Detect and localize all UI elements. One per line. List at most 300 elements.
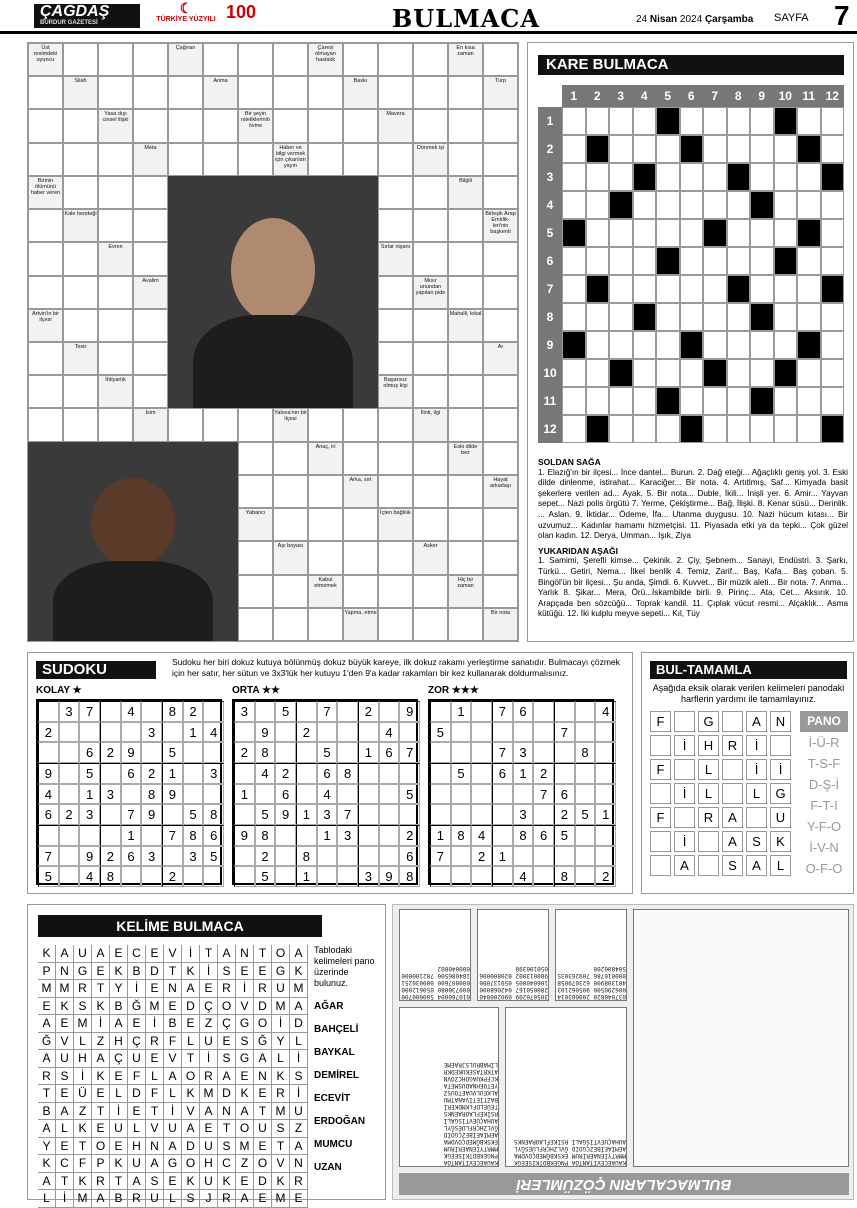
crossword-cell[interactable] — [133, 76, 168, 109]
sudoku-cell[interactable] — [430, 763, 451, 784]
word-search-letter[interactable]: O — [182, 1068, 200, 1085]
word-search-letter[interactable]: G — [164, 1155, 182, 1172]
word-search-letter[interactable]: E — [110, 1068, 128, 1085]
word-search-letter[interactable]: A — [164, 1068, 182, 1085]
word-search-letter[interactable]: İ — [290, 1050, 308, 1067]
bul-cell[interactable] — [674, 807, 695, 828]
word-search-letter[interactable]: Z — [92, 1033, 110, 1050]
sudoku-cell[interactable] — [492, 866, 513, 887]
word-search-letter[interactable]: U — [56, 1050, 74, 1067]
crossword-cell[interactable] — [483, 242, 518, 275]
sudoku-cell[interactable] — [203, 784, 224, 805]
word-search-letter[interactable]: K — [56, 998, 74, 1015]
word-search-letter[interactable]: L — [110, 1085, 128, 1102]
crossword-cell[interactable] — [378, 342, 413, 375]
crossword-cell[interactable] — [28, 143, 63, 176]
crossword-cell[interactable] — [378, 76, 413, 109]
sudoku-cell[interactable] — [296, 763, 317, 784]
crossword-cell[interactable] — [448, 76, 483, 109]
sudoku-cell[interactable] — [451, 804, 472, 825]
word-search-letter[interactable]: D — [290, 1015, 308, 1032]
word-search-letter[interactable]: S — [290, 1068, 308, 1085]
crossword-cell[interactable] — [63, 176, 98, 209]
crossword-cell[interactable] — [28, 76, 63, 109]
crossword-cell[interactable] — [238, 76, 273, 109]
word-search-letter[interactable]: N — [164, 980, 182, 997]
word-search-letter[interactable]: Y — [38, 1138, 56, 1155]
word-search-letter[interactable]: L — [290, 1033, 308, 1050]
sudoku-cell[interactable] — [492, 722, 513, 743]
word-search-letter[interactable]: E — [92, 1120, 110, 1137]
crossword-cell[interactable] — [238, 475, 273, 508]
crossword-cell[interactable] — [378, 209, 413, 242]
word-search-letter[interactable]: İ — [200, 963, 218, 980]
word-search-letter[interactable]: E — [218, 1033, 236, 1050]
word-search-letter[interactable]: O — [236, 1120, 254, 1137]
sudoku-cell[interactable] — [471, 742, 492, 763]
sudoku-cell[interactable] — [575, 701, 596, 722]
crossword-cell[interactable] — [133, 209, 168, 242]
word-search-letter[interactable]: L — [56, 1120, 74, 1137]
sudoku-cell[interactable] — [451, 784, 472, 805]
word-search-letter[interactable]: R — [218, 980, 236, 997]
sudoku-cell[interactable] — [337, 846, 358, 867]
word-search-letter[interactable]: E — [254, 963, 272, 980]
crossword-cell[interactable] — [98, 43, 133, 76]
word-search-letter[interactable]: Z — [200, 1015, 218, 1032]
word-search-letter[interactable]: A — [110, 1015, 128, 1032]
word-search-letter[interactable]: D — [182, 998, 200, 1015]
word-search-letter[interactable]: D — [254, 998, 272, 1015]
word-search-letter[interactable]: T — [92, 1103, 110, 1120]
word-search-letter[interactable]: U — [272, 980, 290, 997]
sudoku-cell[interactable] — [141, 742, 162, 763]
word-search-letter[interactable]: U — [110, 1120, 128, 1137]
word-search-letter[interactable]: A — [200, 1103, 218, 1120]
sudoku-cell[interactable] — [183, 866, 204, 887]
crossword-cell[interactable] — [273, 475, 308, 508]
sudoku-cell[interactable] — [59, 784, 80, 805]
sudoku-cell[interactable] — [533, 722, 554, 743]
word-search-letter[interactable]: Ğ — [128, 998, 146, 1015]
word-search-letter[interactable]: O — [254, 1155, 272, 1172]
crossword-cell[interactable] — [483, 276, 518, 309]
sudoku-cell[interactable] — [38, 742, 59, 763]
sudoku-cell[interactable] — [379, 701, 400, 722]
crossword-cell[interactable] — [308, 475, 343, 508]
crossword-cell[interactable] — [448, 143, 483, 176]
word-search-letter[interactable]: İ — [146, 1015, 164, 1032]
sudoku-cell[interactable] — [575, 846, 596, 867]
word-search-letter[interactable]: M — [272, 1103, 290, 1120]
crossword-cell[interactable] — [483, 375, 518, 408]
crossword-cell[interactable] — [378, 176, 413, 209]
word-search-letter[interactable]: E — [236, 963, 254, 980]
word-search-letter[interactable]: U — [254, 1120, 272, 1137]
word-search-letter[interactable]: V — [164, 1050, 182, 1067]
crossword-cell[interactable] — [448, 541, 483, 574]
sudoku-cell[interactable] — [121, 784, 142, 805]
crossword-cell[interactable] — [308, 143, 343, 176]
word-search-letter[interactable]: L — [272, 1050, 290, 1067]
crossword-cell[interactable] — [308, 508, 343, 541]
crossword-cell[interactable] — [133, 43, 168, 76]
word-search-letter[interactable]: J — [200, 1190, 218, 1207]
word-search-letter[interactable]: O — [218, 998, 236, 1015]
crossword-cell[interactable] — [308, 76, 343, 109]
sudoku-cell[interactable] — [337, 722, 358, 743]
sudoku-cell[interactable] — [533, 701, 554, 722]
word-search-letter[interactable]: A — [92, 1050, 110, 1067]
sudoku-cell[interactable] — [296, 784, 317, 805]
sudoku-cell[interactable] — [275, 825, 296, 846]
sudoku-cell[interactable] — [430, 804, 451, 825]
crossword-cell[interactable] — [413, 508, 448, 541]
sudoku-cell[interactable] — [379, 763, 400, 784]
word-search-letter[interactable]: M — [74, 1190, 92, 1207]
word-search-letter[interactable]: T — [164, 963, 182, 980]
sudoku-cell[interactable] — [183, 763, 204, 784]
crossword-cell[interactable] — [133, 242, 168, 275]
sudoku-cell[interactable] — [595, 763, 616, 784]
crossword-cell[interactable] — [133, 342, 168, 375]
sudoku-cell[interactable] — [492, 825, 513, 846]
crossword-cell[interactable] — [483, 541, 518, 574]
sudoku-cell[interactable] — [554, 846, 575, 867]
crossword-cell[interactable] — [413, 209, 448, 242]
word-search-letter[interactable]: F — [146, 1085, 164, 1102]
crossword-cell[interactable] — [448, 608, 483, 641]
sudoku-cell[interactable] — [430, 742, 451, 763]
sudoku-cell[interactable] — [255, 701, 276, 722]
word-search-letter[interactable]: A — [218, 945, 236, 962]
crossword-cell[interactable] — [378, 608, 413, 641]
sudoku-cell[interactable] — [79, 722, 100, 743]
crossword-cell[interactable] — [168, 143, 203, 176]
word-search-letter[interactable]: E — [236, 1068, 254, 1085]
word-search-letter[interactable]: S — [146, 1173, 164, 1190]
crossword-cell[interactable] — [413, 76, 448, 109]
sudoku-cell[interactable] — [100, 722, 121, 743]
word-search-letter[interactable]: V — [146, 1120, 164, 1137]
sudoku-cell[interactable] — [379, 846, 400, 867]
word-search-letter[interactable]: V — [164, 945, 182, 962]
word-search-letter[interactable]: İ — [92, 1015, 110, 1032]
crossword-cell[interactable] — [483, 408, 518, 441]
word-search-letter[interactable]: G — [74, 963, 92, 980]
crossword-cell[interactable] — [483, 109, 518, 142]
sudoku-cell[interactable] — [358, 846, 379, 867]
word-search-letter[interactable]: L — [182, 1033, 200, 1050]
crossword-cell[interactable] — [238, 541, 273, 574]
crossword-cell[interactable] — [413, 242, 448, 275]
crossword-cell[interactable] — [98, 209, 133, 242]
sudoku-cell[interactable] — [575, 763, 596, 784]
crossword-cell[interactable] — [448, 109, 483, 142]
word-search-letter[interactable]: E — [146, 1050, 164, 1067]
sudoku-cell[interactable] — [492, 804, 513, 825]
word-search-letter[interactable]: Ç — [110, 1050, 128, 1067]
word-search-letter[interactable]: A — [182, 1120, 200, 1137]
word-search-letter[interactable]: E — [38, 998, 56, 1015]
word-search-letter[interactable]: E — [164, 1173, 182, 1190]
word-search-letter[interactable]: R — [74, 980, 92, 997]
crossword-cell[interactable] — [378, 43, 413, 76]
sudoku-cell[interactable] — [379, 804, 400, 825]
crossword-cell[interactable] — [343, 143, 378, 176]
word-search-letter[interactable]: L — [146, 1068, 164, 1085]
sudoku-cell[interactable] — [183, 784, 204, 805]
word-search-letter[interactable]: B — [110, 1190, 128, 1207]
crossword-cell[interactable] — [63, 143, 98, 176]
word-search-letter[interactable]: O — [254, 1015, 272, 1032]
sudoku-cell[interactable] — [595, 846, 616, 867]
word-search-letter[interactable]: P — [38, 963, 56, 980]
sudoku-cell[interactable] — [379, 825, 400, 846]
word-search-letter[interactable]: E — [200, 980, 218, 997]
crossword-cell[interactable] — [448, 342, 483, 375]
word-search-letter[interactable]: K — [290, 963, 308, 980]
crossword-cell[interactable] — [63, 43, 98, 76]
word-search-letter[interactable]: A — [290, 945, 308, 962]
sudoku-cell[interactable] — [513, 722, 534, 743]
word-search-letter[interactable]: N — [290, 1155, 308, 1172]
crossword-cell[interactable] — [273, 575, 308, 608]
word-search-letter[interactable]: R — [200, 1068, 218, 1085]
crossword-cell[interactable] — [273, 43, 308, 76]
word-search-letter[interactable]: T — [38, 1085, 56, 1102]
crossword-cell[interactable] — [133, 109, 168, 142]
sudoku-cell[interactable] — [203, 742, 224, 763]
bul-cell[interactable] — [650, 855, 671, 876]
word-search-letter[interactable]: C — [56, 1155, 74, 1172]
sudoku-cell[interactable] — [59, 866, 80, 887]
word-search-letter[interactable]: T — [56, 1173, 74, 1190]
word-search-letter[interactable]: E — [164, 998, 182, 1015]
sudoku-cell[interactable] — [100, 763, 121, 784]
word-search-letter[interactable]: M — [56, 980, 74, 997]
word-search-letter[interactable]: B — [128, 963, 146, 980]
crossword-cell[interactable] — [308, 408, 343, 441]
crossword-cell[interactable] — [63, 242, 98, 275]
word-search-letter[interactable]: K — [218, 1173, 236, 1190]
crossword-cell[interactable] — [238, 43, 273, 76]
crossword-cell[interactable] — [273, 608, 308, 641]
sudoku-cell[interactable] — [430, 784, 451, 805]
sudoku-cell[interactable] — [234, 846, 255, 867]
word-search-letter[interactable]: İ — [200, 1050, 218, 1067]
word-search-letter[interactable]: M — [290, 980, 308, 997]
sudoku-cell[interactable] — [255, 784, 276, 805]
sudoku-cell[interactable] — [358, 804, 379, 825]
sudoku-cell[interactable] — [554, 742, 575, 763]
sudoku-cell[interactable] — [533, 742, 554, 763]
word-search-letter[interactable]: T — [110, 1173, 128, 1190]
word-search-letter[interactable]: C — [218, 1155, 236, 1172]
word-search-letter[interactable]: K — [182, 1085, 200, 1102]
sudoku-cell[interactable] — [59, 742, 80, 763]
word-search-letter[interactable]: K — [92, 998, 110, 1015]
word-search-letter[interactable]: İ — [182, 945, 200, 962]
crossword-cell[interactable] — [98, 342, 133, 375]
word-search-letter[interactable]: M — [38, 980, 56, 997]
word-search-letter[interactable]: C — [128, 945, 146, 962]
word-search-letter[interactable]: K — [236, 1085, 254, 1102]
word-search-letter[interactable]: N — [146, 1138, 164, 1155]
bul-cell[interactable] — [650, 783, 671, 804]
sudoku-cell[interactable] — [100, 701, 121, 722]
word-search-letter[interactable]: A — [38, 1050, 56, 1067]
sudoku-cell[interactable] — [471, 804, 492, 825]
crossword-cell[interactable] — [343, 508, 378, 541]
crossword-cell[interactable] — [28, 209, 63, 242]
sudoku-cell[interactable] — [234, 866, 255, 887]
sudoku-cell[interactable] — [399, 804, 420, 825]
word-search-letter[interactable]: B — [110, 998, 128, 1015]
word-search-letter[interactable]: K — [272, 1173, 290, 1190]
crossword-cell[interactable] — [238, 408, 273, 441]
crossword-cell[interactable] — [378, 475, 413, 508]
word-search-letter[interactable]: Ğ — [38, 1033, 56, 1050]
word-search-letter[interactable]: K — [38, 1155, 56, 1172]
word-search-letter[interactable]: K — [182, 1173, 200, 1190]
word-search-letter[interactable]: A — [290, 998, 308, 1015]
word-search-letter[interactable]: T — [182, 1050, 200, 1067]
sudoku-cell[interactable] — [100, 825, 121, 846]
crossword-cell[interactable] — [28, 375, 63, 408]
sudoku-cell[interactable] — [59, 763, 80, 784]
crossword-cell[interactable] — [273, 109, 308, 142]
sudoku-cell[interactable] — [296, 825, 317, 846]
word-search-letter[interactable]: İ — [74, 1068, 92, 1085]
crossword-cell[interactable] — [413, 342, 448, 375]
crossword-cell[interactable] — [413, 442, 448, 475]
crossword-cell[interactable] — [168, 408, 203, 441]
word-search-letter[interactable]: D — [254, 1173, 272, 1190]
word-search-letter[interactable]: R — [290, 1173, 308, 1190]
bul-cell[interactable] — [698, 831, 719, 852]
crossword-cell[interactable] — [308, 541, 343, 574]
word-search-letter[interactable]: L — [38, 1190, 56, 1207]
sudoku-cell[interactable] — [451, 846, 472, 867]
sudoku-cell[interactable] — [533, 804, 554, 825]
word-search-letter[interactable]: A — [182, 980, 200, 997]
sudoku-cell[interactable] — [317, 866, 338, 887]
sudoku-cell[interactable] — [471, 784, 492, 805]
word-search-letter[interactable]: E — [56, 1015, 74, 1032]
sudoku-cell[interactable] — [451, 742, 472, 763]
word-search-letter[interactable]: B — [164, 1015, 182, 1032]
sudoku-cell[interactable] — [275, 866, 296, 887]
word-search-letter[interactable]: E — [56, 1085, 74, 1102]
crossword-cell[interactable] — [133, 176, 168, 209]
crossword-cell[interactable] — [448, 475, 483, 508]
word-search-letter[interactable]: K — [110, 963, 128, 980]
word-search-letter[interactable]: İ — [290, 1085, 308, 1102]
word-search-letter[interactable]: L — [164, 1085, 182, 1102]
bul-cell[interactable] — [722, 759, 743, 780]
crossword-cell[interactable] — [133, 309, 168, 342]
sudoku-cell[interactable] — [59, 722, 80, 743]
sudoku-cell[interactable] — [121, 722, 142, 743]
word-search-letter[interactable]: V — [182, 1103, 200, 1120]
word-search-letter[interactable]: Ç — [200, 998, 218, 1015]
word-search-letter[interactable]: L — [128, 1120, 146, 1137]
word-search-letter[interactable]: K — [110, 1155, 128, 1172]
crossword-cell[interactable] — [98, 309, 133, 342]
word-search-letter[interactable]: U — [128, 1155, 146, 1172]
word-search-letter[interactable]: E — [56, 1138, 74, 1155]
crossword-cell[interactable] — [448, 209, 483, 242]
word-search-letter[interactable]: V — [236, 998, 254, 1015]
word-search-letter[interactable]: B — [38, 1103, 56, 1120]
sudoku-cell[interactable] — [141, 825, 162, 846]
sudoku-cell[interactable] — [471, 866, 492, 887]
word-search-letter[interactable]: A — [56, 1103, 74, 1120]
word-search-letter[interactable]: E — [254, 1138, 272, 1155]
crossword-cell[interactable] — [483, 508, 518, 541]
word-search-letter[interactable]: T — [200, 945, 218, 962]
crossword-cell[interactable] — [63, 309, 98, 342]
crossword-cell[interactable] — [203, 143, 238, 176]
crossword-cell[interactable] — [413, 176, 448, 209]
word-search-letter[interactable]: N — [56, 963, 74, 980]
sudoku-cell[interactable] — [275, 846, 296, 867]
sudoku-cell[interactable] — [554, 701, 575, 722]
crossword-cell[interactable] — [168, 109, 203, 142]
crossword-cell[interactable] — [343, 442, 378, 475]
word-search-letter[interactable]: R — [38, 1068, 56, 1085]
crossword-cell[interactable] — [413, 309, 448, 342]
word-search-letter[interactable]: F — [74, 1155, 92, 1172]
word-search-letter[interactable]: İ — [164, 1103, 182, 1120]
word-search-letter[interactable]: E — [146, 945, 164, 962]
crossword-cell[interactable] — [98, 176, 133, 209]
crossword-cell[interactable] — [483, 143, 518, 176]
word-search-letter[interactable]: M — [74, 1015, 92, 1032]
word-search-letter[interactable]: G — [236, 1015, 254, 1032]
sudoku-cell[interactable] — [358, 784, 379, 805]
bul-cell[interactable] — [770, 735, 791, 756]
word-search-letter[interactable]: A — [38, 1173, 56, 1190]
word-search-letter[interactable]: U — [74, 945, 92, 962]
word-search-letter[interactable]: S — [56, 1068, 74, 1085]
sudoku-cell[interactable] — [451, 722, 472, 743]
word-search-letter[interactable]: A — [164, 1138, 182, 1155]
crossword-cell[interactable] — [28, 408, 63, 441]
word-search-letter[interactable]: S — [182, 1190, 200, 1207]
word-search-letter[interactable]: Z — [74, 1103, 92, 1120]
crossword-cell[interactable] — [63, 408, 98, 441]
word-search-letter[interactable]: E — [200, 1120, 218, 1137]
crossword-cell[interactable] — [273, 442, 308, 475]
word-search-letter[interactable]: E — [254, 1190, 272, 1207]
sudoku-cell[interactable] — [575, 825, 596, 846]
sudoku-cell[interactable] — [471, 701, 492, 722]
word-search-letter[interactable]: E — [254, 1085, 272, 1102]
crossword-cell[interactable] — [273, 76, 308, 109]
sudoku-cell[interactable] — [399, 722, 420, 743]
bul-cell[interactable] — [650, 831, 671, 852]
sudoku-cell[interactable] — [234, 722, 255, 743]
word-search-letter[interactable]: G — [236, 1050, 254, 1067]
word-search-letter[interactable]: O — [92, 1138, 110, 1155]
crossword-cell[interactable] — [28, 276, 63, 309]
word-search-letter[interactable]: Y — [110, 980, 128, 997]
word-search-letter[interactable]: A — [236, 1190, 254, 1207]
word-search-letter[interactable]: E — [128, 1015, 146, 1032]
sudoku-cell[interactable] — [162, 846, 183, 867]
